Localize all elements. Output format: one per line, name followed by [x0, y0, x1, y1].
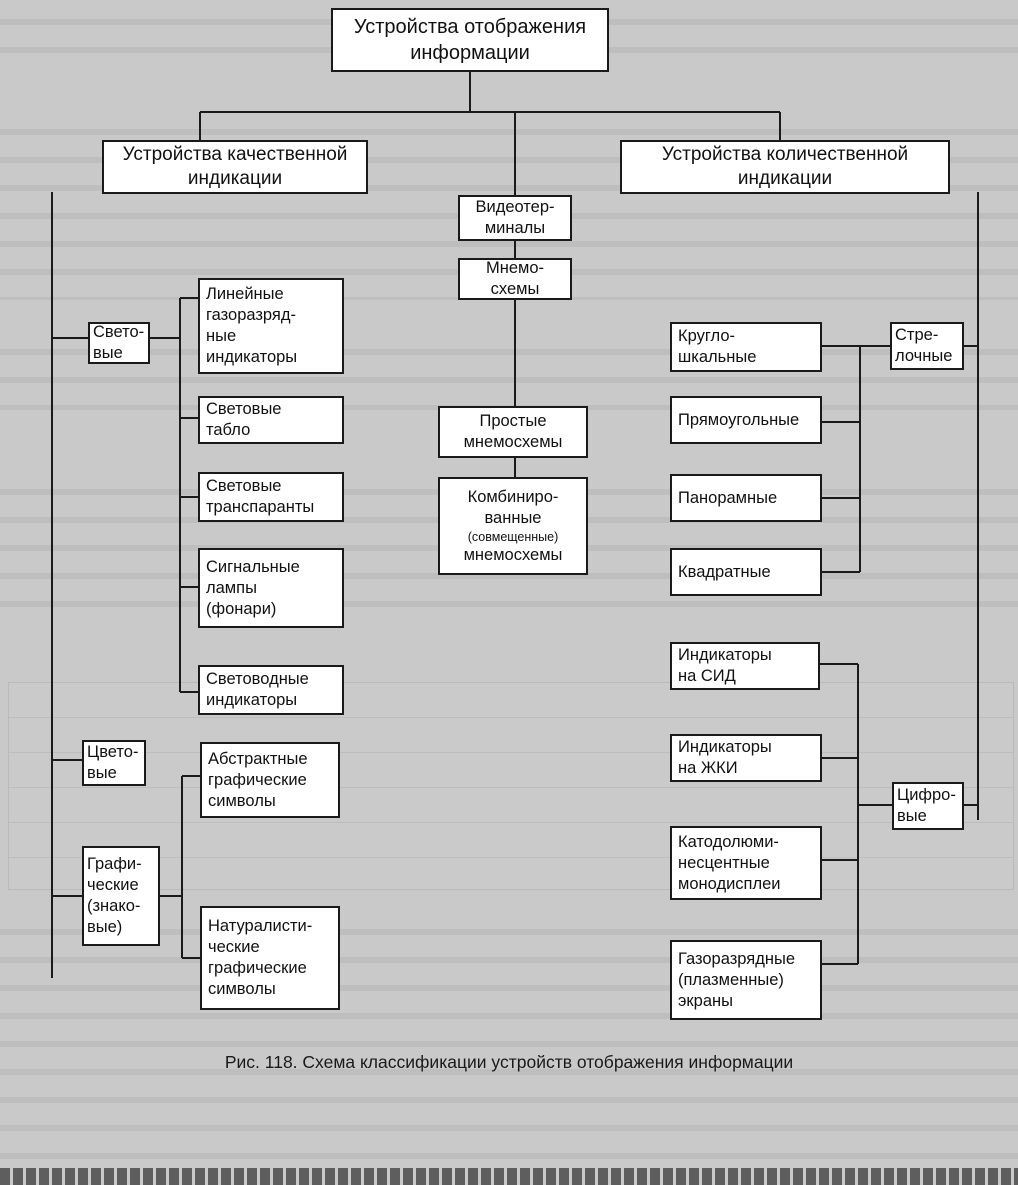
digital-group-node: Цифро- вые	[892, 782, 964, 830]
combined-mnemo-node	[438, 477, 588, 575]
lcd-indicators-node: Индикаторы на ЖКИ	[670, 734, 822, 782]
combined-mnemo-label: Комбиниро- ванные	[467, 487, 559, 527]
videoterminals-node: Видеотер- миналы	[458, 195, 572, 241]
round-scale-node: Кругло- шкальные	[670, 322, 822, 372]
pointer-group-node: Стре- лочные	[890, 322, 964, 370]
linear-gas-discharge-indicators-node: Линейные газоразряд- ные индикаторы	[198, 278, 344, 374]
mnemo-schemes-node: Мнемо- схемы	[458, 258, 572, 300]
naturalistic-graphic-symbols-node: Натуралисти- ческие графические символы	[200, 906, 340, 1010]
simple-mnemo-node: Простые мнемосхемы	[438, 406, 588, 458]
combined-mnemo-note: (совмещенные)	[467, 529, 559, 544]
graphic-group-node: Графи- ческие (знако- вые)	[82, 846, 160, 946]
panoramic-node: Панорамные	[670, 474, 822, 522]
qualitative-indication-node: Устройства качественной индикации	[102, 140, 368, 194]
plasma-screens-node: Газоразрядные (плазменные) экраны	[670, 940, 822, 1020]
light-boards-node: Световые табло	[198, 396, 344, 444]
led-indicators-node: Индикаторы на СИД	[670, 642, 820, 690]
light-transparencies-node: Световые транспаранты	[198, 472, 344, 522]
signal-lamps-node: Сигнальные лампы (фонари)	[198, 548, 344, 628]
square-node: Квадратные	[670, 548, 822, 596]
color-group-node: Цвето- вые	[82, 740, 146, 786]
light-group-node: Свето- вые	[88, 322, 150, 364]
figure-caption: Рис. 118. Схема классификации устройств отображения информации	[224, 1052, 794, 1072]
cut-off-heading	[0, 1168, 1018, 1185]
rectangular-node: Прямоугольные	[670, 396, 822, 444]
cathodoluminescent-monodisplays-node: Катодолюми- несцентные монодисплеи	[670, 826, 822, 900]
abstract-graphic-symbols-node: Абстрактные графические символы	[200, 742, 340, 818]
root-node: Устройства отображения информации	[331, 8, 609, 72]
quantitative-indication-node: Устройства количественной индикации	[620, 140, 950, 194]
combined-mnemo-label-2: мнемосхемы	[463, 545, 563, 564]
lightguide-indicators-node: Световодные индикаторы	[198, 665, 344, 715]
